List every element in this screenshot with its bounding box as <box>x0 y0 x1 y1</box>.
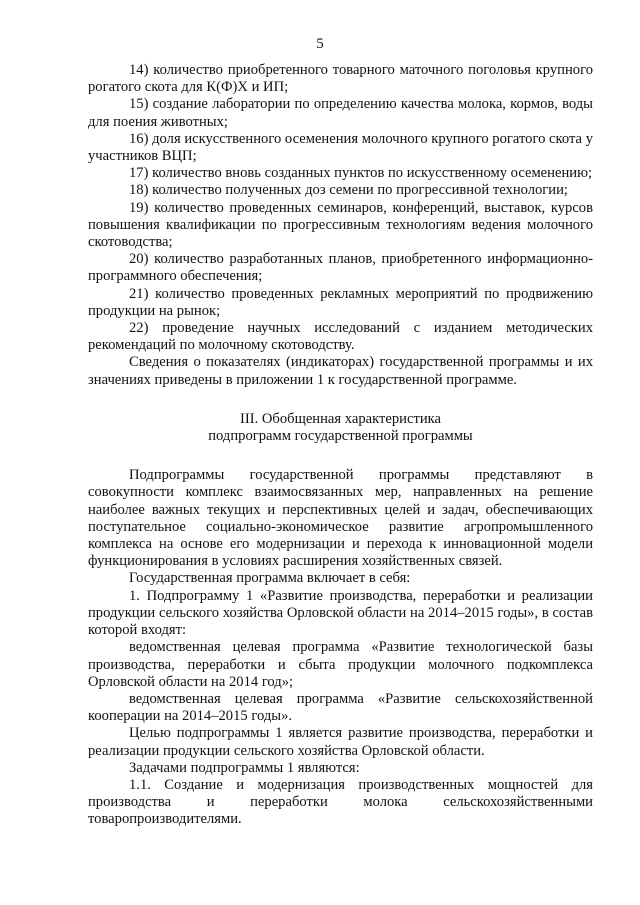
paragraph-vcp-technology: ведомственная целевая программа «Развитие технологической базы производства, переработки и сбыта продукции молочного подкомплекса Орловской области на 2014 год»; <box>88 639 593 690</box>
list-item-21: 21) количество проведенных рекламных мероприятий по продвижению продукции на рынок; <box>88 285 593 319</box>
section-heading <box>88 411 593 445</box>
list-item-18: 18) количество полученных доз семени по прогрессивной технологии; <box>129 182 568 199</box>
list-item-17: 17) количество вновь созданных пунктов по искусственному осеменению; <box>129 165 593 182</box>
document-body <box>88 62 593 829</box>
page-number: 5 <box>316 36 324 52</box>
paragraph-task-1-1: 1.1. Создание и модернизация производственных мощностей для производства и переработки молока сельскохозяйственными товаропроизводителями. <box>88 776 593 828</box>
list-item-15: 15) создание лаборатории по определению качества молока, кормов, воды для поения животных; <box>88 96 593 130</box>
paragraph-program-includes: Государственная программа включает в себя: <box>129 570 411 587</box>
section-heading-line2: подпрограмм государственной программы <box>208 428 473 445</box>
paragraph-goal: Целью подпрограммы 1 является развитие производства, переработки и реализации продукции сельского хозяйства Орловской области. <box>88 725 593 759</box>
paragraph-subprograms-intro: Подпрограммы государственной программы представляют в совокупности комплекс взаимосвязанных мер, направленных на решение наиболее важных текущих и перспективных целей и задач, обеспечивающих поступательное социально-экономическое развитие агропромышленного комплекса на основе его модернизации и перехода к инновационной модели функционирования в условиях расширения хозяйственных связей. <box>88 467 593 570</box>
list-item-14: 14) количество приобретенного товарного маточного поголовья крупного рогатого скота для К(Ф)Х и ИП; <box>88 62 593 96</box>
paragraph-subprogram-1: 1. Подпрограмму 1 «Развитие производства, переработки и реализации продукции сельского хозяйства Орловской области на 2014–2015 годы», в состав которой входят: <box>88 587 593 639</box>
list-item-22: 22) проведение научных исследований с изданием методических рекомендаций по молочному скотоводству. <box>88 320 593 354</box>
indicators-note: Сведения о показателях (индикаторах) государственной программы и их значениях приведены в приложении 1 к государственной программе. <box>88 354 593 388</box>
paragraph-tasks: Задачами подпрограммы 1 являются: <box>129 759 360 776</box>
list-item-20: 20) количество разработанных планов, приобретенного информационно-программного обеспечения; <box>88 251 593 285</box>
list-item-16: 16) доля искусственного осеменения молочного крупного рогатого скота у участников ВЦП; <box>88 130 593 165</box>
section-heading-line1: III. Обобщенная характеристика <box>240 410 441 427</box>
paragraph-vcp-cooperation: ведомственная целевая программа «Развитие сельскохозяйственной кооперации на 2014–2015 годы». <box>88 690 593 725</box>
list-item-19: 19) количество проведенных семинаров, конференций, выставок, курсов повышения квалификации по прогрессивным технологиям ведения молочного скотоводства; <box>88 199 593 251</box>
